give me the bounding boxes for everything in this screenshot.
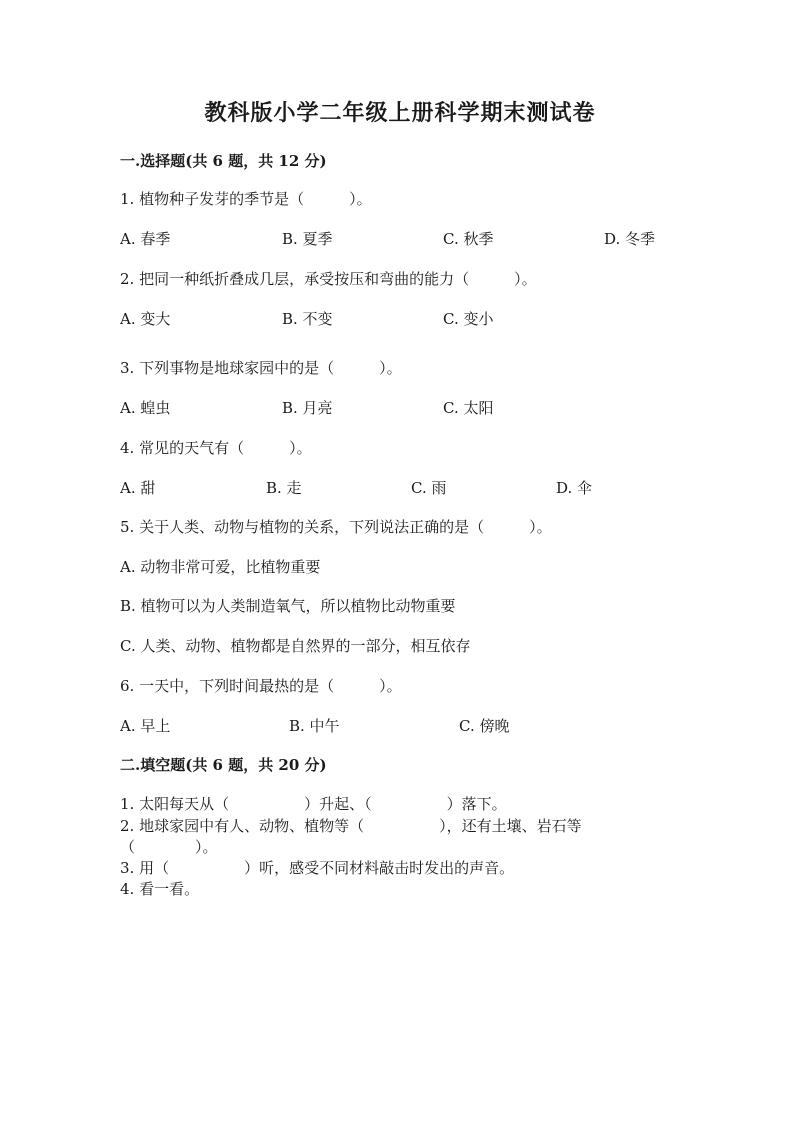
question-3-option-b: B. 月亮	[282, 399, 333, 417]
question-2-option-b: B. 不变	[282, 310, 333, 328]
question-2-stem: 2. 把同一种纸折叠成几层，承受按压和弯曲的能力（ ）。	[120, 270, 537, 288]
question-6-option-a: A. 早上	[120, 717, 171, 735]
section-fill-heading: 二.填空题(共 6 题，共 20 分)	[120, 756, 327, 774]
section-choice-heading: 一.选择题(共 6 题，共 12 分)	[120, 152, 327, 170]
question-4-option-c: C. 雨	[411, 479, 447, 497]
question-1-option-d: D. 冬季	[604, 230, 656, 248]
question-5-option-b: B. 植物可以为人类制造氧气，所以植物比动物重要	[120, 597, 456, 615]
question-3-option-c: C. 太阳	[443, 399, 494, 417]
question-6-option-c: C. 傍晚	[459, 717, 510, 735]
fill-question-3: 3. 用（ ）听，感受不同材料敲击时发出的声音。	[120, 859, 515, 877]
question-6-option-b: B. 中午	[289, 717, 340, 735]
exam-title: 教科版小学二年级上册科学期末测试卷	[204, 100, 596, 126]
question-2-option-a: A. 变大	[120, 310, 171, 328]
question-5-stem: 5. 关于人类、动物与植物的关系，下列说法正确的是（ ）。	[120, 518, 552, 536]
fill-question-2: 2. 地球家园中有人、动物、植物等（ ），还有土壤、岩石等	[120, 817, 582, 835]
fill-question-4: 4. 看一看。	[120, 880, 200, 898]
question-5-option-a: A. 动物非常可爱，比植物重要	[120, 558, 321, 576]
question-1-option-a: A. 春季	[120, 230, 171, 248]
question-4-option-b: B. 走	[266, 479, 302, 497]
question-4-option-a: A. 甜	[120, 479, 156, 497]
question-1-option-b: B. 夏季	[282, 230, 333, 248]
question-3-option-a: A. 蝗虫	[120, 399, 171, 417]
question-4-stem: 4. 常见的天气有（ ）。	[120, 439, 312, 457]
question-4-option-d: D. 伞	[556, 479, 593, 497]
question-3-stem: 3. 下列事物是地球家园中的是（ ）。	[120, 359, 402, 377]
question-2-option-c: C. 变小	[443, 310, 494, 328]
question-5-option-c: C. 人类、动物、植物都是自然界的一部分，相互依存	[120, 637, 471, 655]
fill-question-1: 1. 太阳每天从（ ）升起、（ ）落下。	[120, 795, 507, 813]
question-6-stem: 6. 一天中，下列时间最热的是（ ）。	[120, 677, 402, 695]
fill-question-2-continued: （ ）。	[120, 838, 218, 856]
question-1-stem: 1. 植物种子发芽的季节是（ ）。	[120, 190, 372, 208]
question-1-option-c: C. 秋季	[443, 230, 494, 248]
